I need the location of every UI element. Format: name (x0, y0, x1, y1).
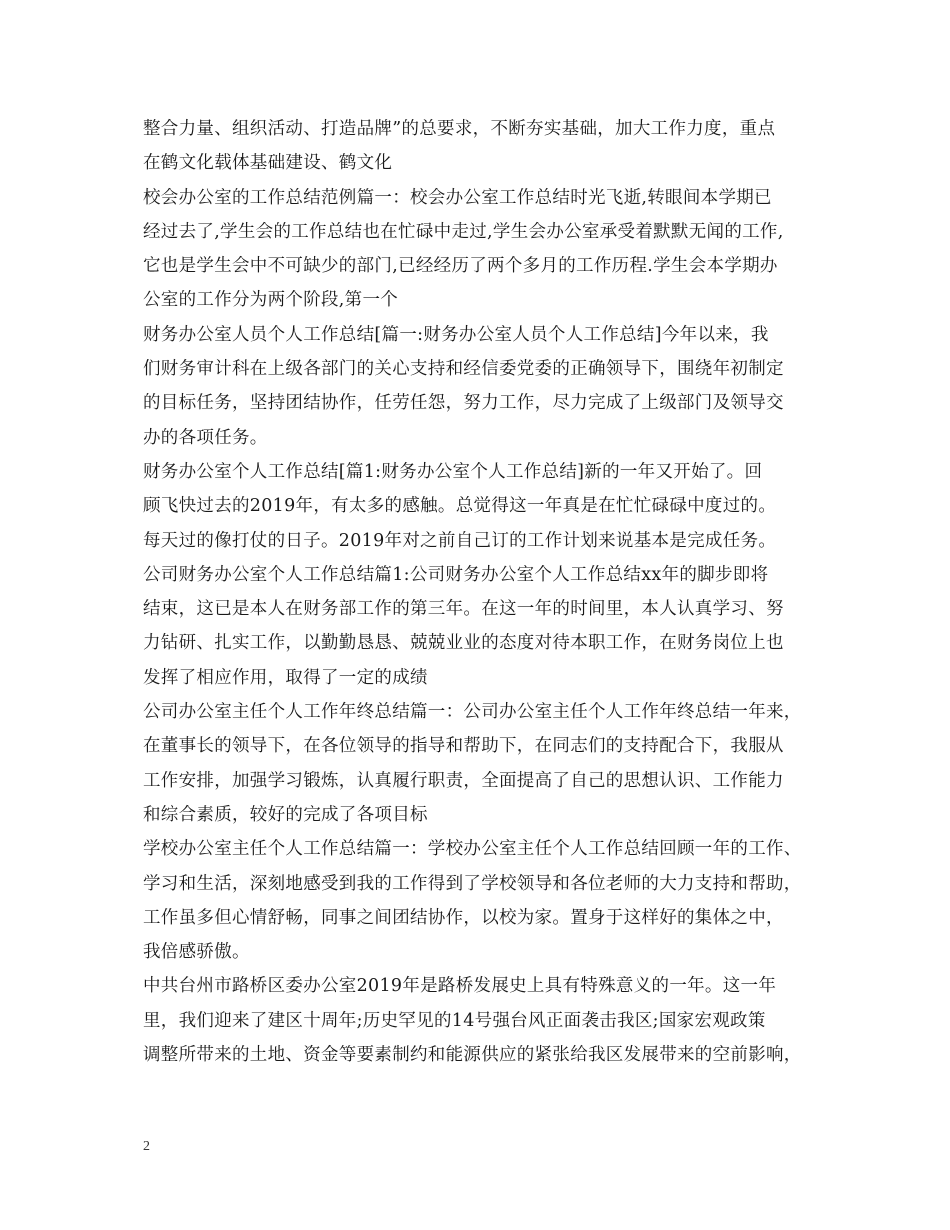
text-line: 它也是学生会中不可缺少的部门,已经经历了两个多月的工作历程.学生会本学期办 (143, 256, 778, 277)
text-line: 结束，这已是本人在财务部工作的第三年。在这一年的时间里，本人认真学习、努 (143, 599, 784, 620)
text-line: 工作安排，加强学习锻炼，认真履行职责，全面提高了自己的思想认识、工作能力 (143, 770, 784, 791)
text-line: 调整所带来的土地、资金等要素制约和能源供应的紧张给我区发展带来的空前影响， (143, 1045, 802, 1066)
text-line: 财务办公室人员个人工作总结[篇一:财务办公室人员个人工作总结]今年以来，我 (143, 324, 769, 345)
text-line: 公司办公室主任个人工作年终总结篇一：公司办公室主任个人工作年终总结一年来， (143, 702, 802, 723)
text-line: 中共台州市路桥区委办公室2019年是路桥发展史上具有特殊意义的一年。这一年 (143, 976, 777, 997)
text-line: 整合力量、组织活动、打造品牌”的总要求，不断夯实基础，加大工作力度，重点 (143, 119, 776, 139)
text-line: 公室的工作分为两个阶段,第一个 (143, 290, 399, 311)
text-line: 在董事长的领导下，在各位领导的指导和帮助下，在同志们的支持配合下，我服从 (143, 736, 784, 757)
text-line: 发挥了相应作用，取得了一定的成绩 (143, 667, 428, 688)
page-number: 2 (143, 1139, 150, 1154)
text-line: 在鹤文化载体基础建设、鹤文化 (143, 153, 393, 174)
text-line: 力钻研、扎实工作，以勤勤恳恳、兢兢业业的态度对待本职工作，在财务岗位上也 (143, 633, 784, 654)
text-line: 校会办公室的工作总结范例篇一：校会办公室工作总结时光飞逝,转眼间本学期已 (143, 187, 772, 208)
text-line: 顾飞快过去的2019年，有太多的感触。总觉得这一年真是在忙忙碌碌中度过的。 (143, 496, 777, 517)
text-line: 和综合素质，较好的完成了各项目标 (143, 804, 428, 825)
text-line: 每天过的像打仗的日子。2019年对之前自己订的工作计划来说基本是完成任务。 (143, 530, 777, 551)
text-line: 办的各项任务。 (143, 427, 268, 448)
text-line: 财务办公室个人工作总结[篇1:财务办公室个人工作总结]新的一年又开始了。回 (143, 461, 763, 482)
text-line: 我倍感骄傲。 (143, 942, 250, 963)
text-line: 学校办公室主任个人工作总结篇一：学校办公室主任个人工作总结回顾一年的工作、 (143, 839, 802, 860)
text-line: 工作虽多但心情舒畅，同事之间团结协作，以校为家。置身于这样好的集体之中， (143, 907, 784, 928)
text-line: 里，我们迎来了建区十周年;历史罕见的14号强台风正面袭击我区;国家宏观政策 (143, 1010, 766, 1031)
text-line: 公司财务办公室个人工作总结篇1:公司财务办公室个人工作总结xx年的脚步即将 (143, 564, 769, 585)
text-line: 的目标任务，坚持团结协作，任劳任怨，努力工作，尽力完成了上级部门及领导交 (143, 393, 784, 414)
text-line: 们财务审计科在上级各部门的关心支持和经信委党委的正确领导下，围绕年初制定 (143, 359, 784, 380)
document-body (143, 112, 815, 1072)
text-line: 经过去了,学生会的工作总结也在忙碌中走过,学生会办公室承受着默默无闻的工作, (143, 221, 784, 242)
text-line: 学习和生活，深刻地感受到我的工作得到了学校领导和各位老师的大力支持和帮助， (143, 873, 802, 894)
